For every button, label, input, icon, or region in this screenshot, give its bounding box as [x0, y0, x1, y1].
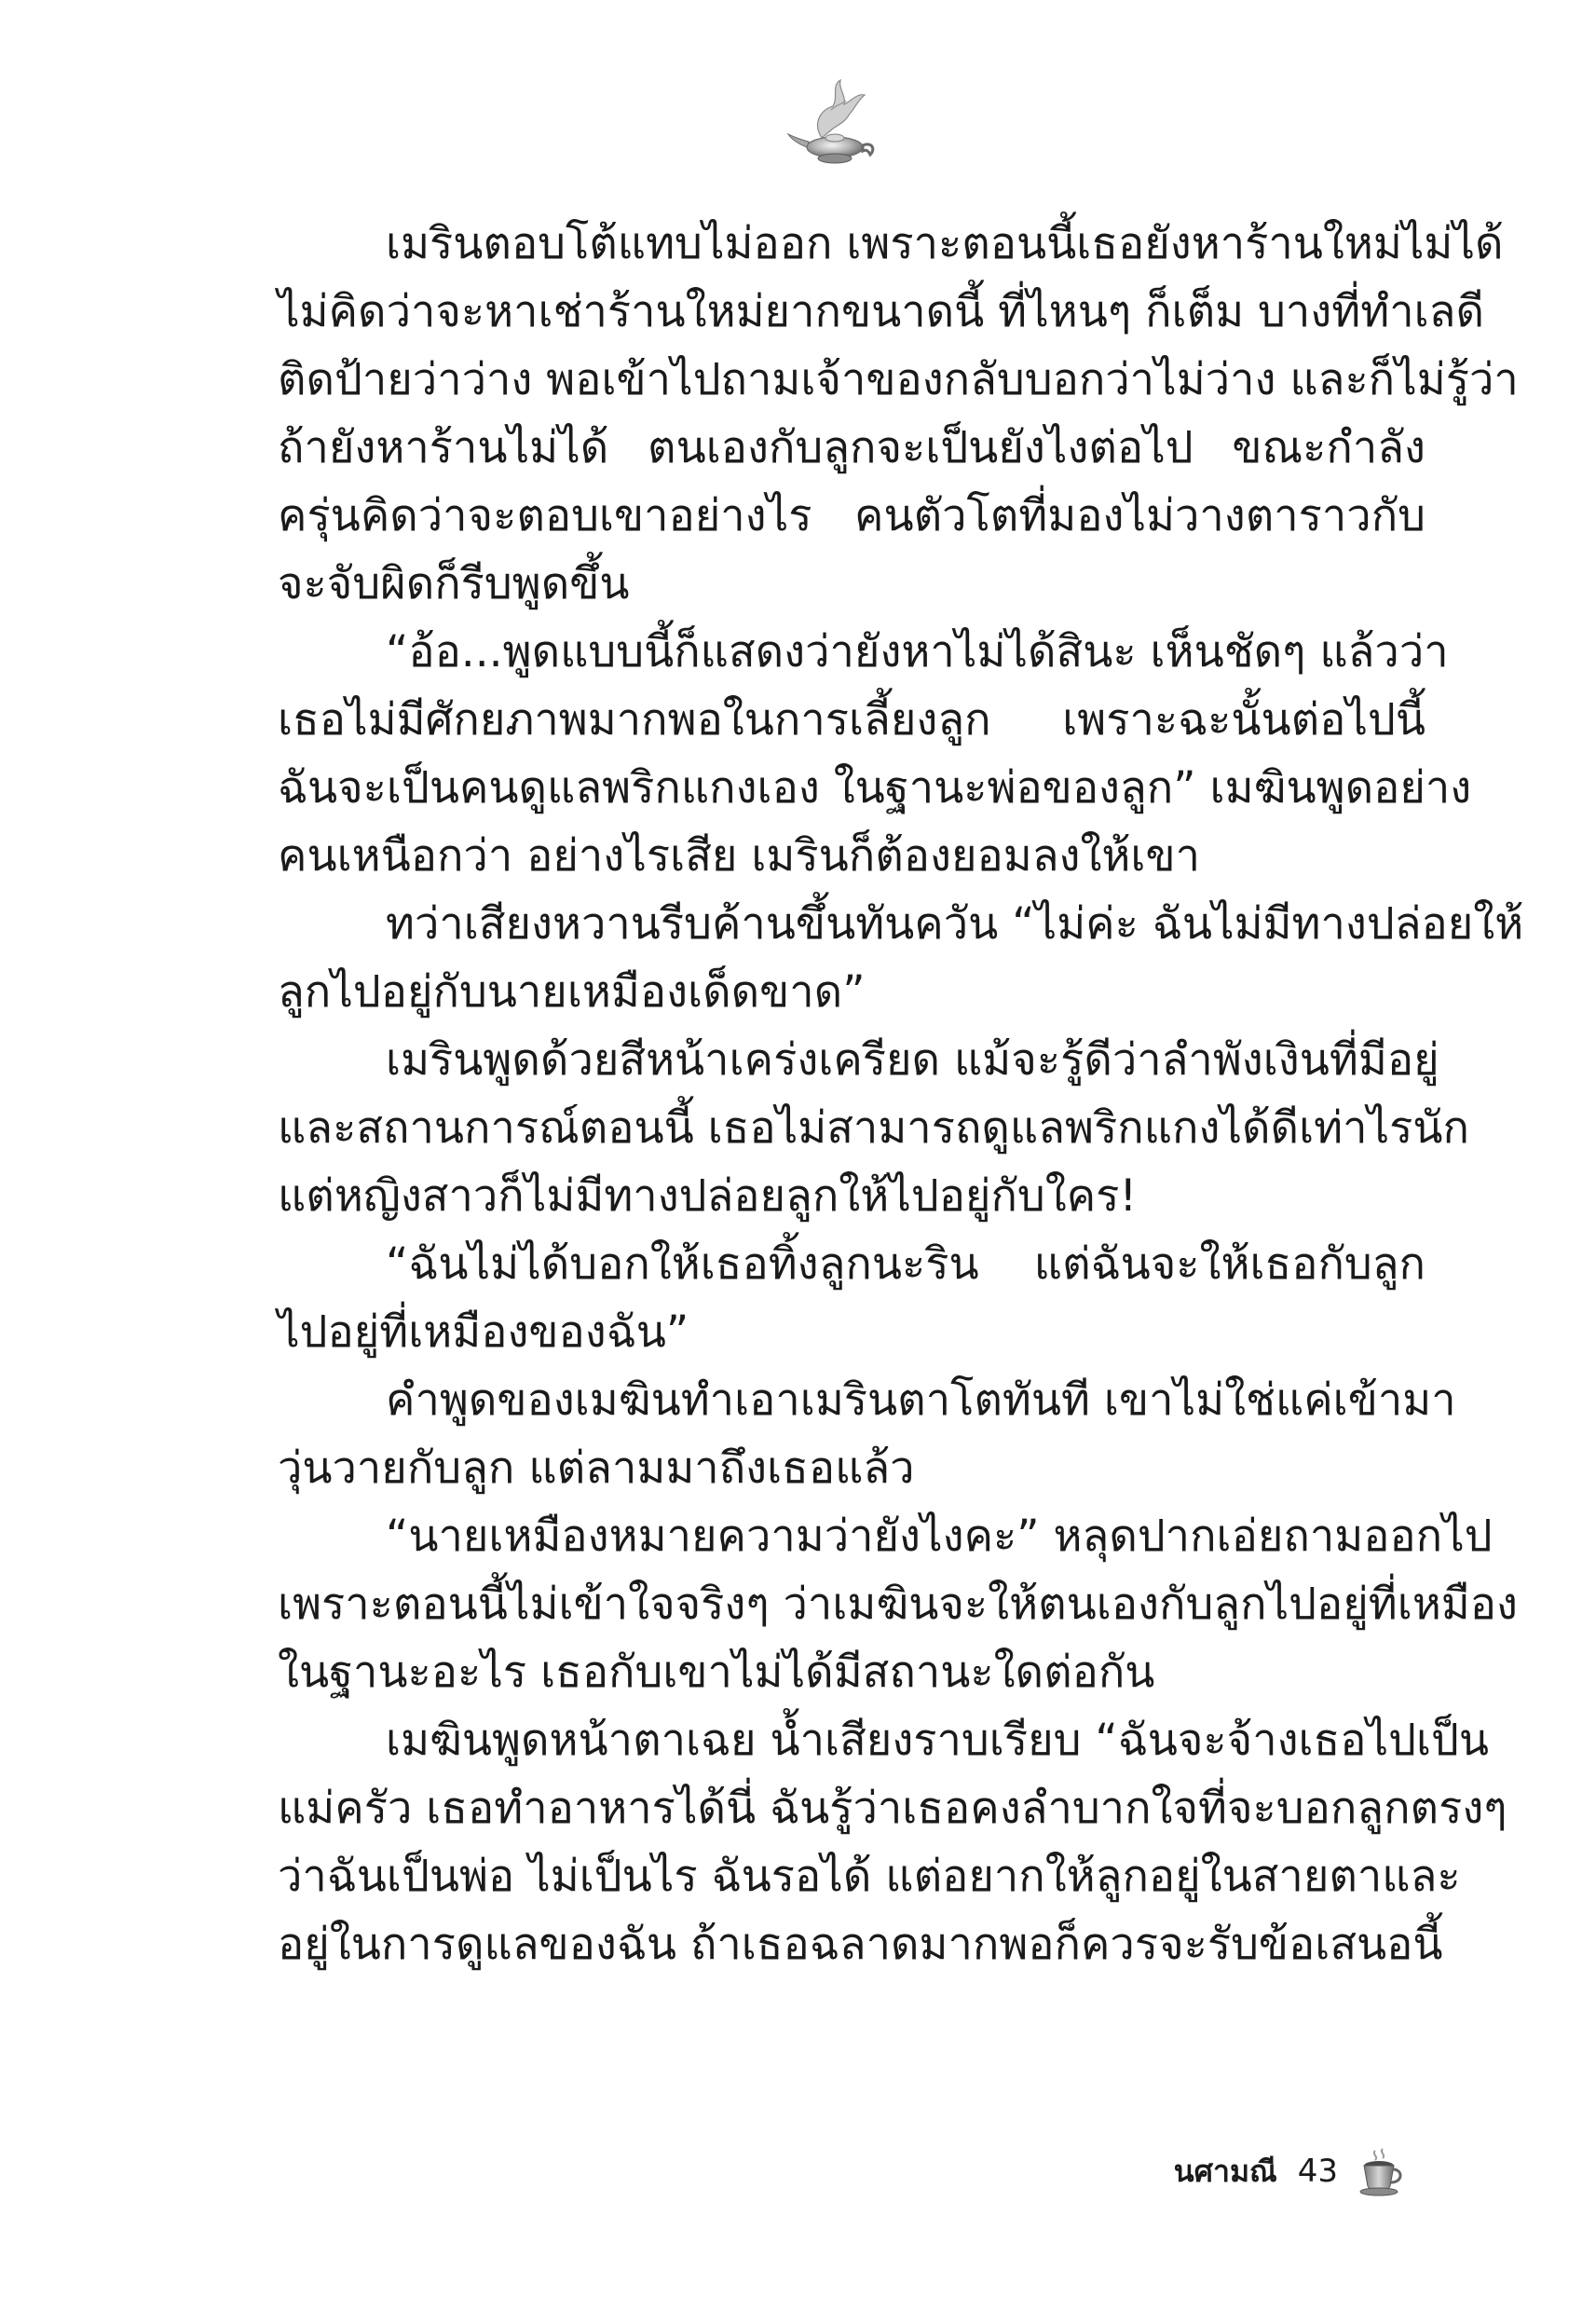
text-line: ไปอยู่ที่เหมืองของฉัน” [278, 1306, 689, 1358]
text-line: “อ้อ...พูดแบบนี้ก็แสดงว่ายังหาไม่ได้สินะ เห็นชัดๆ แล้วว่า [386, 626, 1449, 677]
text-line: คำพูดของเมฆินทำเอาเมรินตาโตทันที เขาไม่ใช่แค่เข้ามา [386, 1374, 1456, 1426]
magic-lamp-icon [784, 73, 887, 175]
text-line: เมฆินพูดหน้าตาเฉย น้ำเสียงราบเรียบ “ฉันจะจ้างเธอไปเป็น [386, 1715, 1490, 1766]
text-line: ติดป้ายว่าว่าง พอเข้าไปถามเจ้าของกลับบอกว่าไม่ว่าง และก็ไม่รู้ว่า [278, 354, 1519, 405]
page-footer [1174, 2143, 1407, 2199]
text-line: อยู่ในการดูแลของฉัน ถ้าเธอฉลาดมากพอก็ควรจะรับข้อเสนอนี้ [278, 1919, 1443, 1970]
text-line: “ฉันไม่ได้บอกให้เธอทิ้งลูกนะริน แต่ฉันจะให้เธอกับลูก [386, 1238, 1425, 1290]
text-line: ในฐานะอะไร เธอกับเขาไม่ได้มีสถานะใดต่อกัน [278, 1647, 1155, 1698]
text-line: เพราะตอนนี้ไม่เข้าใจจริงๆ ว่าเมฆินจะให้ตนเองกับลูกไปอยู่ที่เหมือง [278, 1579, 1518, 1630]
text-line: จะจับผิดก็รีบพูดขึ้น [278, 558, 630, 609]
body-text [278, 210, 1524, 1978]
text-line: และสถานการณ์ตอนนี้ เธอไม่สามารถดูแลพริกแกงได้ดีเท่าไรนัก [278, 1102, 1469, 1154]
text-line: ฉันจะเป็นคนดูแลพริกแกงเอง ในฐานะพ่อของลูก” เมฆินพูดอย่าง [278, 762, 1472, 814]
text-line: ว่าฉันเป็นพ่อ ไม่เป็นไร ฉันรอได้ แต่อยากให้ลูกอยู่ในสายตาและ [278, 1851, 1461, 1902]
text-line: แต่หญิงสาวก็ไม่มีทางปล่อยลูกให้ไปอยู่กับใคร! [278, 1170, 1138, 1222]
text-line: “นายเหมืองหมายความว่ายังไงคะ” หลุดปากเอ่ยถามออกไป [386, 1511, 1493, 1562]
text-line: เธอไม่มีศักยภาพมากพอในการเลี้ยงลูก เพราะฉะนั้นต่อไปนี้ [278, 694, 1425, 745]
text-line: ลูกไปอยู่กับนายเหมืองเด็ดขาด” [278, 966, 866, 1018]
text-line: เมรินตอบโต้แทบไม่ออก เพราะตอนนี้เธอยังหาร้านใหม่ไม่ได้ [386, 218, 1504, 269]
text-line: เมรินพูดด้วยสีหน้าเคร่งเครียด แม้จะรู้ดีว่าลำพังเงินที่มีอยู่ [386, 1034, 1439, 1086]
text-line: ไม่คิดว่าจะหาเช่าร้านใหม่ยากขนาดนี้ ที่ไหนๆ ก็เต็ม บางที่ทำเลดี [278, 286, 1484, 337]
text-line: แม่ครัว เธอทำอาหารได้นี่ ฉันรู้ว่าเธอคงลำบากใจที่จะบอกลูกตรงๆ [278, 1783, 1507, 1834]
coffee-cup-icon [1358, 2145, 1407, 2197]
footer-book-title: นศามณี [1173, 2153, 1277, 2189]
text-line: ครุ่นคิดว่าจะตอบเขาอย่างไร คนตัวโตที่มองไม่วางตาราวกับ [278, 490, 1425, 541]
text-line: ทว่าเสียงหวานรีบค้านขึ้นทันควัน “ไม่ค่ะ ฉันไม่มีทางปล่อยให้ [386, 898, 1524, 950]
text-line: คนเหนือกว่า อย่างไรเสีย เมรินก็ต้องยอมลงให้เขา [278, 830, 1200, 882]
text-line: วุ่นวายกับลูก แต่ลามมาถึงเธอแล้ว [278, 1443, 915, 1494]
page-number: 43 [1297, 2153, 1338, 2190]
text-line: ถ้ายังหาร้านไม่ได้ ตนเองกับลูกจะเป็นยังไงต่อไป ขณะกำลัง [278, 422, 1425, 473]
